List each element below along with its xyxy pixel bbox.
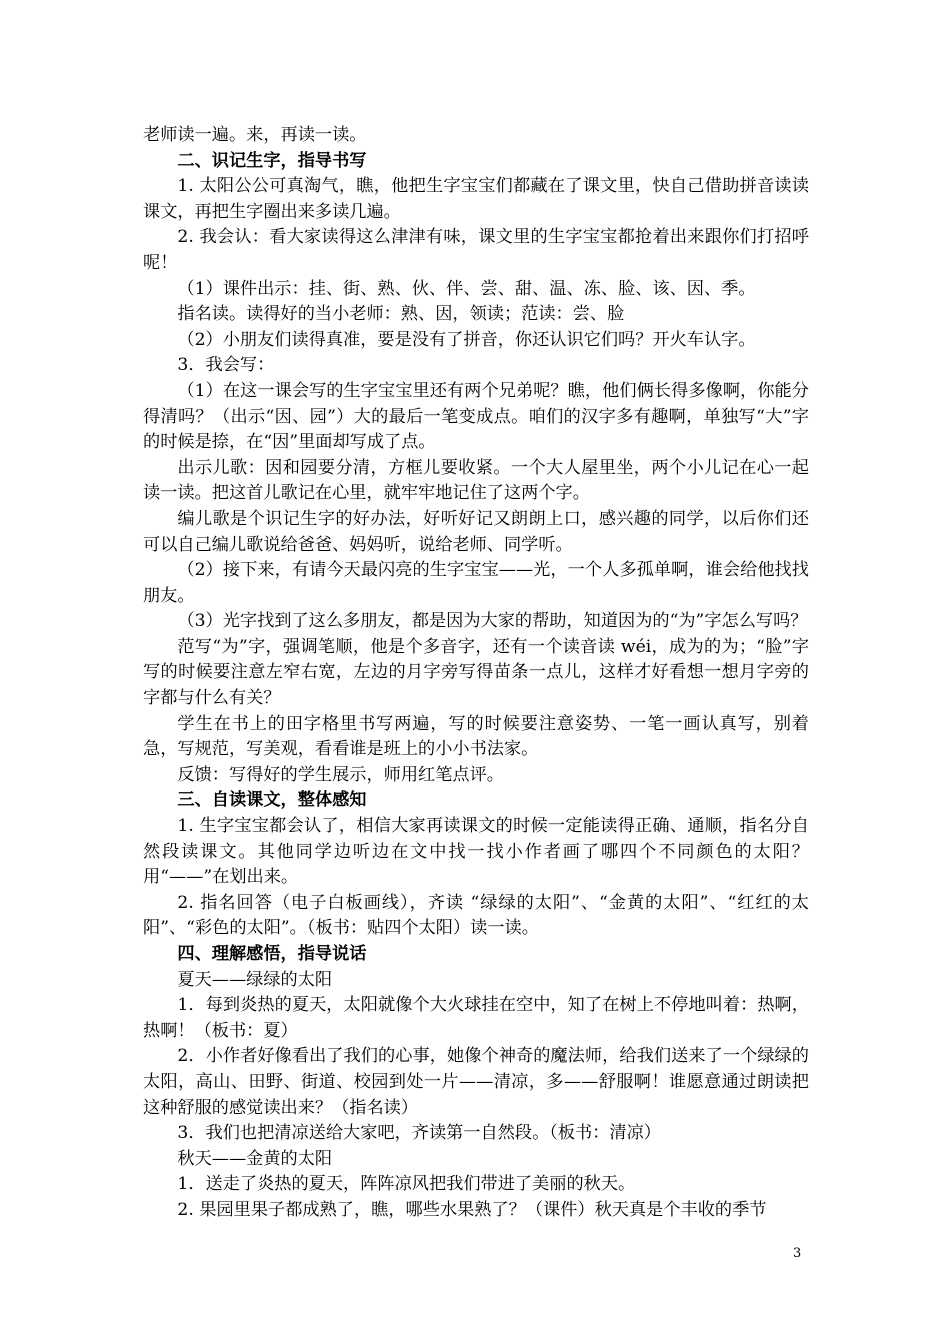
paragraph: 范写“为”字，强调笔顺，他是个多音字，还有一个读音读 wéi，成为的为；“脸”字写的时候要注意左窄右宽，左边的月字旁写得苗条一点儿，这样才好看想一想月字旁的字都与什么有关？: [143, 636, 809, 709]
paragraph: 2. 指名回答（电子白板画线），齐读 “绿绿的太阳”、“金黄的太阳”、“红红的太阳”、“彩色的太阳”。（板书：贴四个太阳）读一读。: [143, 892, 809, 939]
paragraph: （2）小朋友们读得真准，要是没有了拼音，你还认识它们吗？开火车认字。: [177, 329, 756, 350]
section-heading: 四、理解感悟，指导说话: [177, 944, 367, 964]
paragraph: 1．送走了炎热的夏天，阵阵凉风把我们带进了美丽的秋天。: [177, 1174, 636, 1195]
paragraph: 1. 太阳公公可真淘气，瞧，他把生字宝宝们都藏在了课文里，快自己借助拼音读读课文，再把生字圈出来多读几遍。: [143, 176, 809, 222]
paragraph: 3．我会写：: [177, 355, 275, 376]
paragraph: 出示儿歌：因和园要分清，方框儿要收紧。一个大人屋里坐，两个小儿记在心一起读一读。把这首儿歌记在心里，就牢牢地记住了这两个字。: [143, 457, 809, 504]
paragraph: （1）课件出示：挂、街、熟、伙、伴、尝、甜、温、冻、脸、该、因、季。: [177, 278, 756, 299]
section-heading: 二、识记生字，指导书写: [177, 150, 367, 171]
document-body: [143, 123, 809, 1224]
page-number: 3: [793, 1246, 802, 1261]
paragraph: 编儿歌是个识记生字的好办法，好听好记又朗朗上口，感兴趣的同学，以后你们还可以自己编儿歌说给爸爸、妈妈听，说给老师、同学听。: [143, 508, 809, 555]
paragraph: 夏天——绿绿的太阳: [177, 969, 333, 990]
paragraph: 2. 我会认：看大家读得这么津津有味，课文里的生字宝宝都抢着出来跟你们打招呼呢！: [143, 227, 809, 273]
paragraph: 老师读一遍。来，再读一读。: [143, 125, 367, 145]
paragraph: 3．我们也把清凉送给大家吧，齐读第一自然段。（板书：清凉）: [177, 1123, 661, 1144]
paragraph: 学生在书上的田字格里书写两遍，写的时候要注意姿势、一笔一画认真写，别着急，写规范，写美观，看看谁是班上的小小书法家。: [143, 713, 809, 760]
paragraph: 指名读。读得好的当小老师：熟、因，领读；范读：尝、脸: [177, 304, 625, 325]
paragraph: （2）接下来，有请今天最闪亮的生字宝宝——光，一个人多孤单啊，谁会给他找找朋友。: [143, 560, 809, 606]
paragraph: （1）在这一课会写的生字宝宝里还有两个兄弟呢？瞧，他们俩长得多像啊，你能分得清吗？（出示“因、园”）大的最后一笔变成点。咱们的汉字多有趣啊，单独写“大”字的时候是捺，在“因”里面却写成了点。: [143, 380, 809, 453]
paragraph: （3）光字找到了这么多朋友，都是因为大家的帮助，知道因为的“为”字怎么写吗？: [177, 611, 808, 632]
paragraph: 反馈：写得好的学生展示，师用红笔点评。: [177, 764, 504, 785]
paragraph: 秋天——金黄的太阳: [177, 1148, 333, 1169]
paragraph: 1．每到炎热的夏天，太阳就像个大火球挂在空中，知了在树上不停地叫着：热啊，热啊！（板书：夏）: [143, 995, 809, 1041]
paragraph: 2．小作者好像看出了我们的心事，她像个神奇的魔法师，给我们送来了一个绿绿的太阳，高山、田野、街道、校园到处一片——清凉，多——舒服啊！谁愿意通过朗读把这种舒服的感觉读出来？（指名读）: [143, 1046, 809, 1118]
section-heading: 三、自读课文，整体感知: [177, 790, 367, 811]
paragraph: 2. 果园里果子都成熟了，瞧，哪些水果熟了？（课件）秋天真是个丰收的季节: [177, 1199, 767, 1220]
paragraph: 1. 生字宝宝都会认了，相信大家再读课文的时候一定能读得正确、通顺，指名分自然段读课文。其他同学边听边在文中找一找小作者画了哪四个不同颜色的太阳？用“——”在划出来。: [143, 816, 809, 888]
